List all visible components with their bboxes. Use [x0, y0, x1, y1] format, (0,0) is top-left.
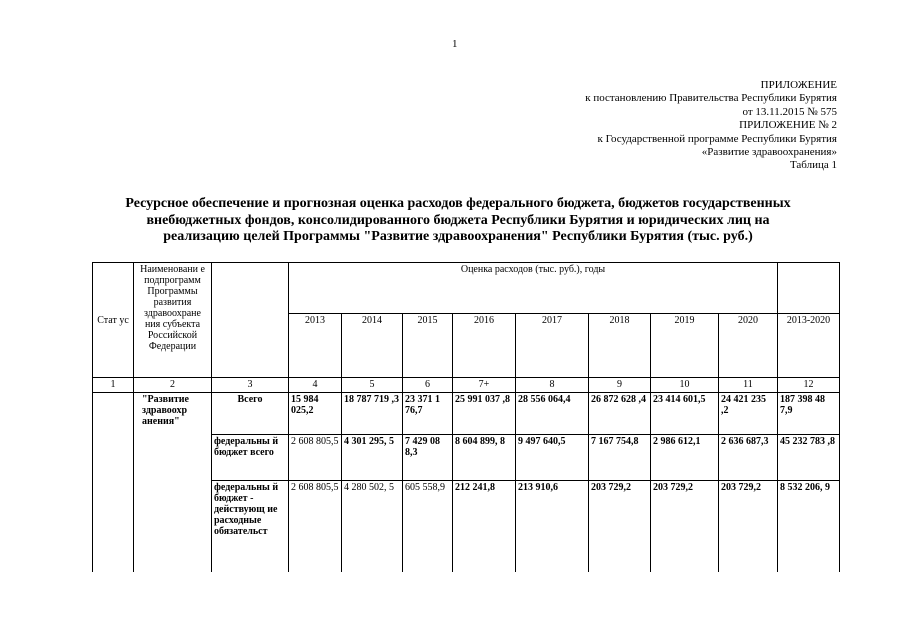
- column-number: 5: [342, 378, 403, 393]
- year-header: 2013-2020: [778, 314, 840, 378]
- resource-table: [92, 262, 840, 572]
- status-header: Стат ус: [93, 263, 134, 378]
- appendix-block: [585, 79, 837, 173]
- program-name: "Развитие здравоохр анения": [134, 393, 212, 572]
- value-cell: 187 398 48 7,9: [778, 393, 840, 435]
- value-cell: 605 558,9: [403, 481, 453, 572]
- appendix-line: ПРИЛОЖЕНИЕ: [760, 79, 837, 91]
- appendix-line: к Государственной программе Республики Бурятия: [597, 132, 837, 145]
- value-cell: 213 910,6: [516, 481, 589, 572]
- appendix-line: ПРИЛОЖЕНИЕ № 2: [739, 119, 837, 132]
- value-cell: 45 232 783 ,8: [778, 435, 840, 481]
- column-number: 10: [651, 378, 719, 393]
- title-line: Ресурсное обеспечение и прогнозная оценка расходов федерального бюджета, бюджетов государственных: [125, 196, 791, 211]
- appendix-line: Таблица 1: [789, 159, 837, 172]
- column-number: 4: [289, 378, 342, 393]
- column-number: 2: [134, 378, 212, 393]
- document-title: [92, 196, 824, 246]
- column-number: 9: [589, 378, 651, 393]
- year-header: 2014: [342, 314, 403, 378]
- value-cell: 7 167 754,8: [589, 435, 651, 481]
- source-header: [212, 263, 289, 378]
- value-cell: 23 371 1 76,7: [403, 393, 453, 435]
- value-cell: 25 991 037 ,8: [453, 393, 516, 435]
- year-header: 2020: [719, 314, 778, 378]
- value-cell: 7 429 08 8,3: [403, 435, 453, 481]
- year-header: 2016: [453, 314, 516, 378]
- appendix-line: «Развитие здравоохранения»: [701, 146, 837, 159]
- value-cell: 24 421 235 ,2: [719, 393, 778, 435]
- page-number: 1: [452, 38, 458, 50]
- year-header: 2019: [651, 314, 719, 378]
- title-line: внебюджетных фондов, консолидированного бюджета Республики Бурятия и юридических лиц на: [146, 212, 770, 228]
- appendix-line: от 13.11.2015 № 575: [742, 105, 837, 118]
- source-cell: федеральны й бюджет - действующ ие расходные обязательст: [212, 481, 289, 572]
- column-number: 8: [516, 378, 589, 393]
- estimate-header: Оценка расходов (тыс. руб.), годы: [289, 263, 778, 314]
- value-cell: 2 608 805,5: [289, 435, 342, 481]
- value-cell: 18 787 719 ,3: [342, 393, 403, 435]
- column-number: 1: [93, 378, 134, 393]
- year-header: 2015: [403, 314, 453, 378]
- value-cell: 8 532 206, 9: [778, 481, 840, 572]
- value-cell: 8 604 899, 8: [453, 435, 516, 481]
- value-cell: 2 636 687,3: [719, 435, 778, 481]
- value-cell: 26 872 628 ,4: [589, 393, 651, 435]
- source-cell: федеральны й бюджет всего: [212, 435, 289, 481]
- value-cell: 28 556 064,4: [516, 393, 589, 435]
- title-line: реализацию целей Программы "Развитие здравоохранения" Республики Бурятия (тыс. руб.): [163, 229, 753, 244]
- column-number: 6: [403, 378, 453, 393]
- year-header: 2018: [589, 314, 651, 378]
- value-cell: 9 497 640,5: [516, 435, 589, 481]
- value-cell: 203 729,2: [651, 481, 719, 572]
- column-number: 7+: [453, 378, 516, 393]
- value-cell: 2 608 805,5: [289, 481, 342, 572]
- year-header: 2013: [289, 314, 342, 378]
- value-cell: 2 986 612,1: [651, 435, 719, 481]
- value-cell: 4 280 502, 5: [342, 481, 403, 572]
- column-number: 11: [719, 378, 778, 393]
- value-cell: 15 984 025,2: [289, 393, 342, 435]
- value-cell: 4 301 295, 5: [342, 435, 403, 481]
- column-number: 3: [212, 378, 289, 393]
- value-cell: 212 241,8: [453, 481, 516, 572]
- value-cell: 203 729,2: [589, 481, 651, 572]
- source-cell: Всего: [212, 393, 289, 435]
- value-cell: 203 729,2: [719, 481, 778, 572]
- estimate-total-header: [778, 263, 840, 314]
- appendix-line: к постановлению Правительства Республики Бурятия: [585, 92, 837, 105]
- year-header: 2017: [516, 314, 589, 378]
- status-cell: [93, 393, 134, 572]
- column-number: 12: [778, 378, 840, 393]
- value-cell: 23 414 601,5: [651, 393, 719, 435]
- subprogram-header: Наименовани е подпрограмм Программы развития здравоохране ния субъекта Российской Федерации: [134, 263, 212, 378]
